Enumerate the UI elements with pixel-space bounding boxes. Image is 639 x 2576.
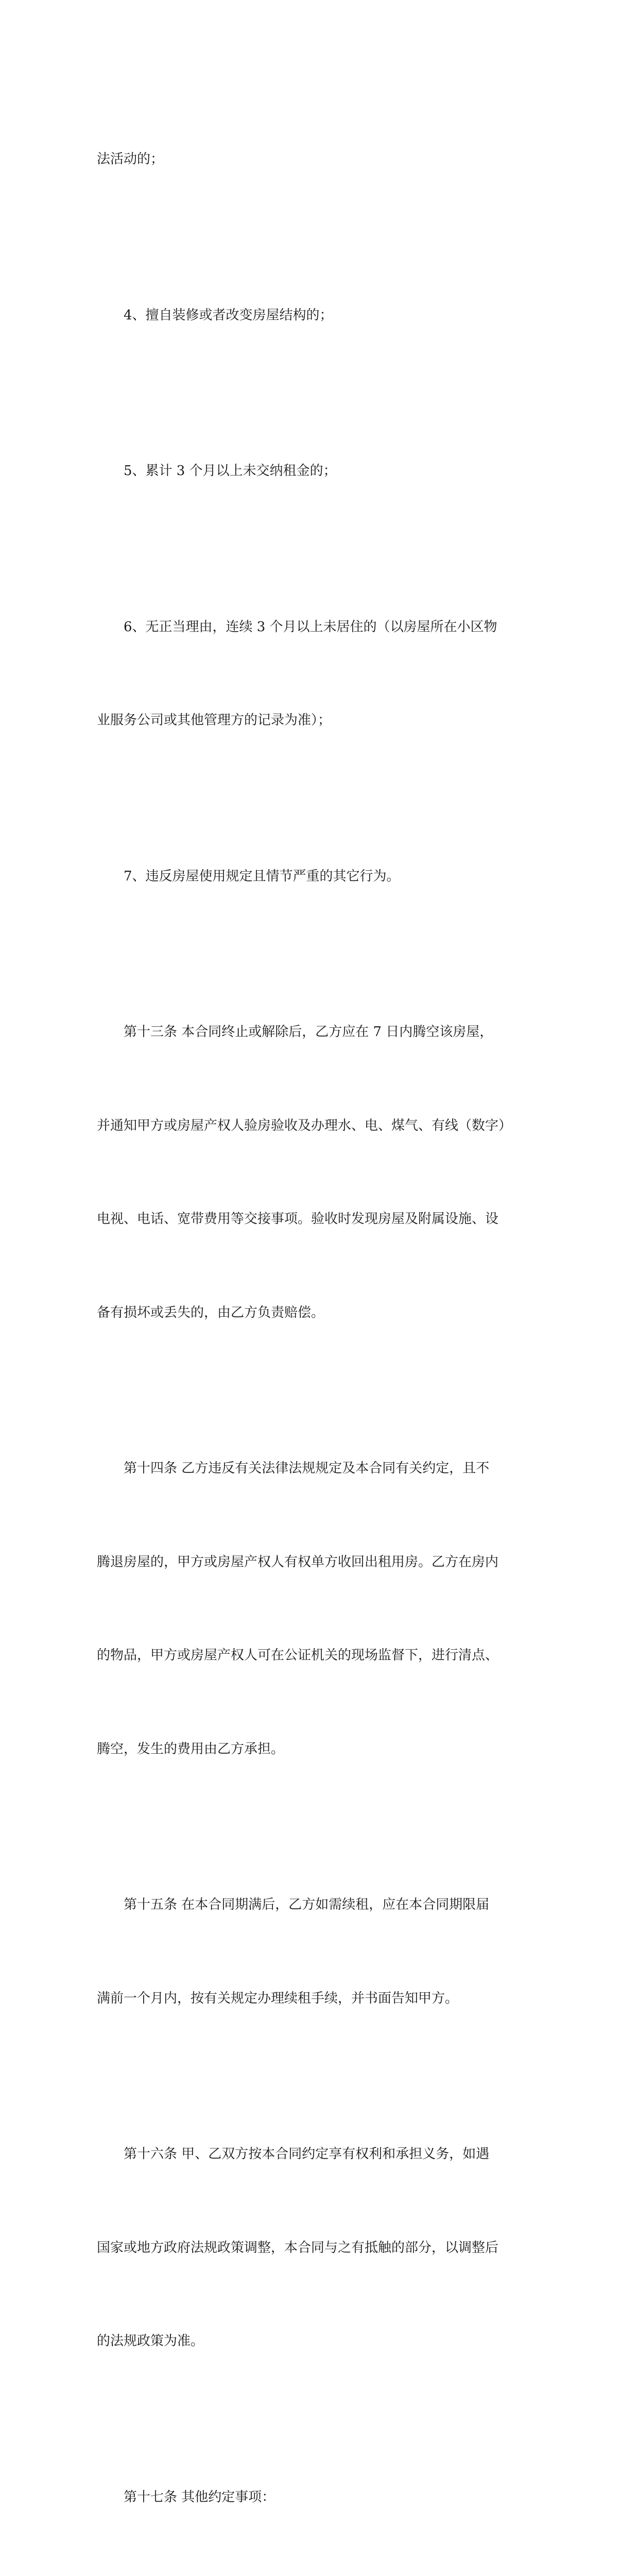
text-line: 腾退房屋的，甲方或房屋产权人有权单方收回出租用房。乙方在房内 xyxy=(97,1554,499,1570)
text-line: 电视、电话、宽带费用等交接事项。验收时发现房屋及附属设施、设 xyxy=(97,1211,499,1227)
text-line: 的物品，甲方或房屋产权人可在公证机关的现场监督下，进行清点、 xyxy=(97,1648,499,1663)
paragraph-continuation xyxy=(97,81,550,238)
article-15 xyxy=(97,1827,550,2076)
text-line: 的法规政策为准。 xyxy=(97,2333,204,2349)
article-17 xyxy=(97,2419,550,2575)
text-line: 法活动的； xyxy=(97,151,164,167)
text-line: 备有损坏或丢失的，由乙方负责赔偿。 xyxy=(97,1304,325,1320)
text-line: 腾空，发生的费用由乙方承担。 xyxy=(97,1741,285,1757)
text-line: 第十三条 本合同终止或解除后，乙方应在 7 日内腾空该房屋， xyxy=(124,1024,493,1040)
article-16 xyxy=(97,2076,550,2419)
text-line: 第十七条 其他约定事项： xyxy=(124,2489,275,2505)
clause-item-5 xyxy=(97,393,550,549)
text-line: 4、擅自装修或者改变房屋结构的； xyxy=(124,307,333,323)
clause-item-6 xyxy=(97,549,550,799)
text-line: 7、违反房屋使用规定且情节严重的其它行为。 xyxy=(124,868,400,884)
article-14 xyxy=(97,1391,550,1827)
article-13 xyxy=(97,954,550,1391)
text-line: 第十四条 乙方违反有关法律法规规定及本合同有关约定，且不 xyxy=(124,1461,490,1476)
text-line: 第十六条 甲、乙双方按本合同约定享有权利和承担义务，如遇 xyxy=(124,2146,490,2162)
document-body xyxy=(97,81,550,2576)
text-line: 业服务公司或其他管理方的记录为准）； xyxy=(97,713,332,728)
text-line: 第十五条 在本合同期满后，乙方如需续租，应在本合同期限届 xyxy=(124,1897,490,1912)
text-line: 国家或地方政府法规政策调整，本合同与之有抵触的部分，以调整后 xyxy=(97,2240,499,2256)
text-line: 满前一个月内，按有关规定办理续租手续，并书面告知甲方。 xyxy=(97,1990,459,2006)
clause-item-4 xyxy=(97,238,550,394)
text-line: 5、累计 3 个月以上未交纳租金的； xyxy=(124,463,337,479)
text-line: 并通知甲方或房屋产权人验房验收及办理水、电、煤气、有线（数字） xyxy=(97,1117,512,1133)
text-line: 6、无正当理由，连续 3 个月以上未居住的（以房屋所在小区物 xyxy=(124,619,497,635)
clause-item-7 xyxy=(97,799,550,955)
